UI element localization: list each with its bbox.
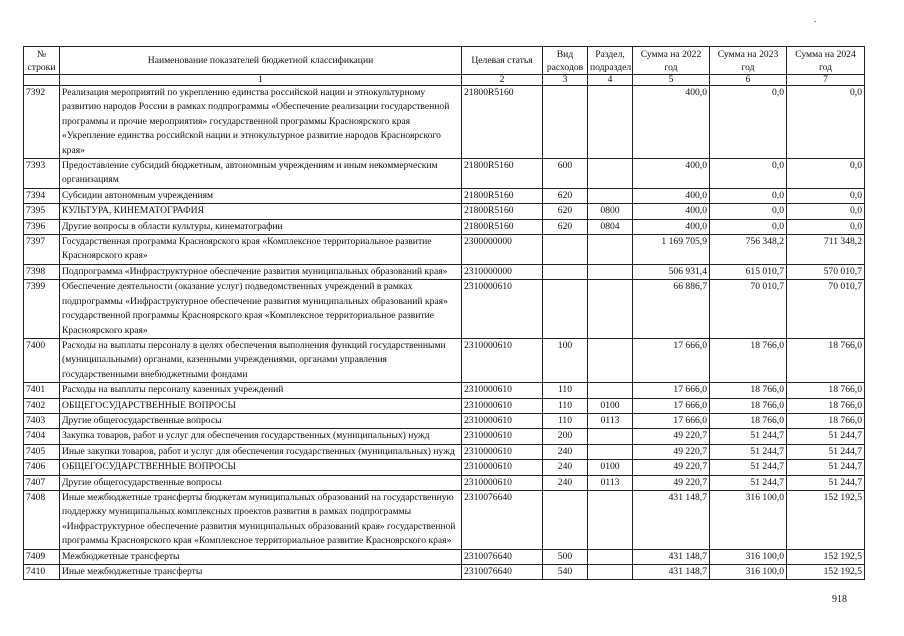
row-number: 7408 [24,490,60,549]
row-sum-2024: 51 244,7 [787,460,865,475]
row-expense-kind: 110 [543,398,588,413]
row-sum-2023: 18 766,0 [710,338,787,382]
page-number: 918 [832,594,847,605]
row-sum-2022: 400,0 [633,188,710,203]
row-name: Закупка товаров, работ и услуг для обеспечения государственных (муниципальных) нужд [60,429,462,444]
row-sum-2024: 18 766,0 [787,398,865,413]
row-section: 0113 [588,413,633,428]
table-row [24,383,865,398]
header-name: Наименование показателей бюджетной классификации [60,47,462,75]
row-sum-2024: 51 244,7 [787,444,865,459]
row-expense-kind: 110 [543,413,588,428]
row-target-article: 2310000610 [462,280,543,339]
table-row [24,280,865,339]
column-number: 1 [60,75,462,86]
row-target-article: 2310000610 [462,460,543,475]
row-target-article: 2310000610 [462,338,543,382]
row-sum-2023: 0,0 [710,86,787,159]
row-sum-2023: 51 244,7 [710,444,787,459]
row-section [588,159,633,189]
row-target-article: 2310076640 [462,549,543,564]
row-number: 7395 [24,204,60,219]
column-number: 4 [588,75,633,86]
table-row [24,460,865,475]
row-sum-2022: 400,0 [633,86,710,159]
row-section [588,383,633,398]
row-sum-2024: 0,0 [787,219,865,234]
row-sum-2024: 0,0 [787,204,865,219]
row-sum-2023: 316 100,0 [710,565,787,580]
row-section [588,264,633,279]
row-name: КУЛЬТУРА, КИНЕМАТОГРАФИЯ [60,204,462,219]
table-row [24,235,865,265]
row-section: 0100 [588,460,633,475]
row-target-article: 2310000610 [462,429,543,444]
header-row-no: № строки [24,47,60,75]
table-body [24,86,865,580]
row-name: Расходы на выплаты персоналу в целях обеспечения выполнения функций государственными (муниципальными) органами, казенными учреждениями, органами управления государственными внебюджетными фондами [60,338,462,382]
row-section [588,565,633,580]
row-expense-kind: 240 [543,444,588,459]
row-sum-2022: 400,0 [633,159,710,189]
row-sum-2022: 431 148,7 [633,490,710,549]
table-row [24,475,865,490]
row-name: Иные межбюджетные трансферты [60,565,462,580]
row-name: Обеспечение деятельности (оказание услуг) подведомственных учреждений в рамках подпрограммы «Инфраструктурное обеспечение развития муниципальных образований края» государственной программы Красноярского края «Комплексное территориальное развитие Красноярского края» [60,280,462,339]
row-sum-2023: 18 766,0 [710,398,787,413]
row-section [588,429,633,444]
row-sum-2024: 0,0 [787,86,865,159]
row-sum-2022: 49 220,7 [633,444,710,459]
budget-table [23,46,865,580]
row-section [588,280,633,339]
row-sum-2022: 506 931,4 [633,264,710,279]
row-sum-2022: 17 666,0 [633,413,710,428]
row-sum-2022: 49 220,7 [633,460,710,475]
row-sum-2022: 49 220,7 [633,475,710,490]
row-target-article: 21800R5160 [462,204,543,219]
row-sum-2023: 0,0 [710,204,787,219]
row-sum-2022: 66 886,7 [633,280,710,339]
row-sum-2022: 17 666,0 [633,383,710,398]
row-name: Иные межбюджетные трансферты бюджетам муниципальных образований на государственную поддержку муниципальных комплексных проектов развития в рамках подпрограммы «Инфраструктурное обеспечение развития муниципальных образований края» государственной программы Красноярского края «Комплексное территориальное развитие Красноярского края» [60,490,462,549]
column-number: 6 [710,75,787,86]
row-sum-2024: 570 010,7 [787,264,865,279]
row-sum-2022: 17 666,0 [633,338,710,382]
row-section [588,490,633,549]
row-sum-2022: 431 148,7 [633,565,710,580]
row-sum-2022: 49 220,7 [633,429,710,444]
table-row [24,444,865,459]
row-sum-2024: 152 192,5 [787,549,865,564]
column-number: 2 [462,75,543,86]
row-section: 0804 [588,219,633,234]
column-number-empty [24,75,60,86]
row-number: 7397 [24,235,60,265]
table-row [24,413,865,428]
row-sum-2023: 18 766,0 [710,383,787,398]
row-sum-2023: 18 766,0 [710,413,787,428]
row-expense-kind: 540 [543,565,588,580]
column-number-row [24,75,865,86]
row-section [588,235,633,265]
row-sum-2023: 756 348,2 [710,235,787,265]
row-number: 7393 [24,159,60,189]
row-number: 7402 [24,398,60,413]
row-target-article: 2310076640 [462,565,543,580]
row-sum-2024: 152 192,5 [787,565,865,580]
row-number: 7403 [24,413,60,428]
row-sum-2023: 51 244,7 [710,475,787,490]
row-expense-kind: 620 [543,219,588,234]
row-expense-kind: 240 [543,460,588,475]
row-sum-2024: 711 348,2 [787,235,865,265]
row-section: 0800 [588,204,633,219]
header-kind: Вид расходов [543,47,588,75]
row-section [588,86,633,159]
row-sum-2024: 51 244,7 [787,475,865,490]
row-expense-kind [543,235,588,265]
row-target-article: 2310000610 [462,398,543,413]
row-name: Межбюджетные трансферты [60,549,462,564]
row-section [588,338,633,382]
row-expense-kind: 620 [543,204,588,219]
row-expense-kind [543,490,588,549]
row-expense-kind: 240 [543,475,588,490]
row-sum-2024: 0,0 [787,159,865,189]
table-row [24,549,865,564]
row-sum-2024: 70 010,7 [787,280,865,339]
row-sum-2022: 1 169 705,9 [633,235,710,265]
row-sum-2024: 18 766,0 [787,413,865,428]
row-number: 7398 [24,264,60,279]
header-sum-2023: Сумма на 2023 год [710,47,787,75]
row-expense-kind: 600 [543,159,588,189]
row-name: Другие вопросы в области культуры, кинематографии [60,219,462,234]
row-sum-2024: 18 766,0 [787,383,865,398]
row-name: Расходы на выплаты персоналу казенных учреждений [60,383,462,398]
row-sum-2023: 0,0 [710,188,787,203]
row-expense-kind [543,86,588,159]
row-number: 7410 [24,565,60,580]
row-sum-2022: 431 148,7 [633,549,710,564]
table-row [24,219,865,234]
row-sum-2022: 400,0 [633,219,710,234]
row-number: 7407 [24,475,60,490]
row-section [588,549,633,564]
row-sum-2023: 316 100,0 [710,490,787,549]
row-number: 7405 [24,444,60,459]
row-section [588,188,633,203]
row-expense-kind: 620 [543,188,588,203]
table-row [24,86,865,159]
row-name: Подпрограмма «Инфраструктурное обеспечение развития муниципальных образований края» [60,264,462,279]
table-row [24,429,865,444]
row-name: Другие общегосударственные вопросы [60,413,462,428]
header-target: Целевая статья [462,47,543,75]
table-row [24,338,865,382]
row-target-article: 2310000610 [462,383,543,398]
row-sum-2023: 316 100,0 [710,549,787,564]
row-name: Реализация мероприятий по укреплению единства российской нации и этнокультурному развитию народов России в рамках подпрограммы «Обеспечение реализации государственной программы и прочие мероприятия» государственной программы Красноярского края «Укрепление единства российской нации и этнокультурное развитие народов Красноярского края» [60,86,462,159]
row-name: Другие общегосударственные вопросы [60,475,462,490]
row-sum-2024: 0,0 [787,188,865,203]
row-expense-kind [543,280,588,339]
table-row [24,204,865,219]
row-number: 7409 [24,549,60,564]
row-name: Иные закупки товаров, работ и услуг для обеспечения государственных (муниципальных) нужд [60,444,462,459]
row-target-article: 2310000000 [462,264,543,279]
row-section: 0113 [588,475,633,490]
row-number: 7394 [24,188,60,203]
header-sum-2024: Сумма на 2024 год [787,47,865,75]
header-section: Раздел, подраздел [588,47,633,75]
table-row [24,264,865,279]
row-number: 7400 [24,338,60,382]
row-number: 7401 [24,383,60,398]
row-number: 7396 [24,219,60,234]
row-sum-2023: 51 244,7 [710,460,787,475]
row-sum-2022: 400,0 [633,204,710,219]
row-number: 7406 [24,460,60,475]
row-target-article: 2310000610 [462,444,543,459]
row-name: ОБЩЕГОСУДАРСТВЕННЫЕ ВОПРОСЫ [60,460,462,475]
row-target-article: 21800R5160 [462,188,543,203]
row-sum-2024: 152 192,5 [787,490,865,549]
row-name: Государственная программа Красноярского края «Комплексное территориальное развитие Красноярского края» [60,235,462,265]
row-sum-2023: 70 010,7 [710,280,787,339]
row-name: ОБЩЕГОСУДАРСТВЕННЫЕ ВОПРОСЫ [60,398,462,413]
column-number: 5 [633,75,710,86]
row-name: Субсидии автономным учреждениям [60,188,462,203]
row-expense-kind: 500 [543,549,588,564]
row-expense-kind: 200 [543,429,588,444]
column-number: 7 [787,75,865,86]
row-section [588,444,633,459]
row-target-article: 21800R5160 [462,86,543,159]
row-sum-2022: 17 666,0 [633,398,710,413]
page-mark: . [814,14,817,24]
table-row [24,159,865,189]
row-number: 7399 [24,280,60,339]
row-sum-2023: 615 010,7 [710,264,787,279]
table-row [24,188,865,203]
header-sum-2022: Сумма на 2022 год [633,47,710,75]
row-section: 0100 [588,398,633,413]
row-sum-2023: 51 244,7 [710,429,787,444]
row-target-article: 2300000000 [462,235,543,265]
row-expense-kind: 110 [543,383,588,398]
row-number: 7404 [24,429,60,444]
table-row [24,490,865,549]
table-row [24,565,865,580]
row-target-article: 2310000610 [462,413,543,428]
table-row [24,398,865,413]
column-number: 3 [543,75,588,86]
row-target-article: 2310076640 [462,490,543,549]
row-sum-2023: 0,0 [710,219,787,234]
row-target-article: 21800R5160 [462,159,543,189]
row-sum-2024: 18 766,0 [787,338,865,382]
row-expense-kind [543,264,588,279]
header-row [24,47,865,75]
row-target-article: 21800R5160 [462,219,543,234]
row-sum-2023: 0,0 [710,159,787,189]
row-number: 7392 [24,86,60,159]
row-name: Предоставление субсидий бюджетным, автономным учреждениям и иным некоммерческим организациям [60,159,462,189]
row-expense-kind: 100 [543,338,588,382]
row-sum-2024: 51 244,7 [787,429,865,444]
row-target-article: 2310000610 [462,475,543,490]
